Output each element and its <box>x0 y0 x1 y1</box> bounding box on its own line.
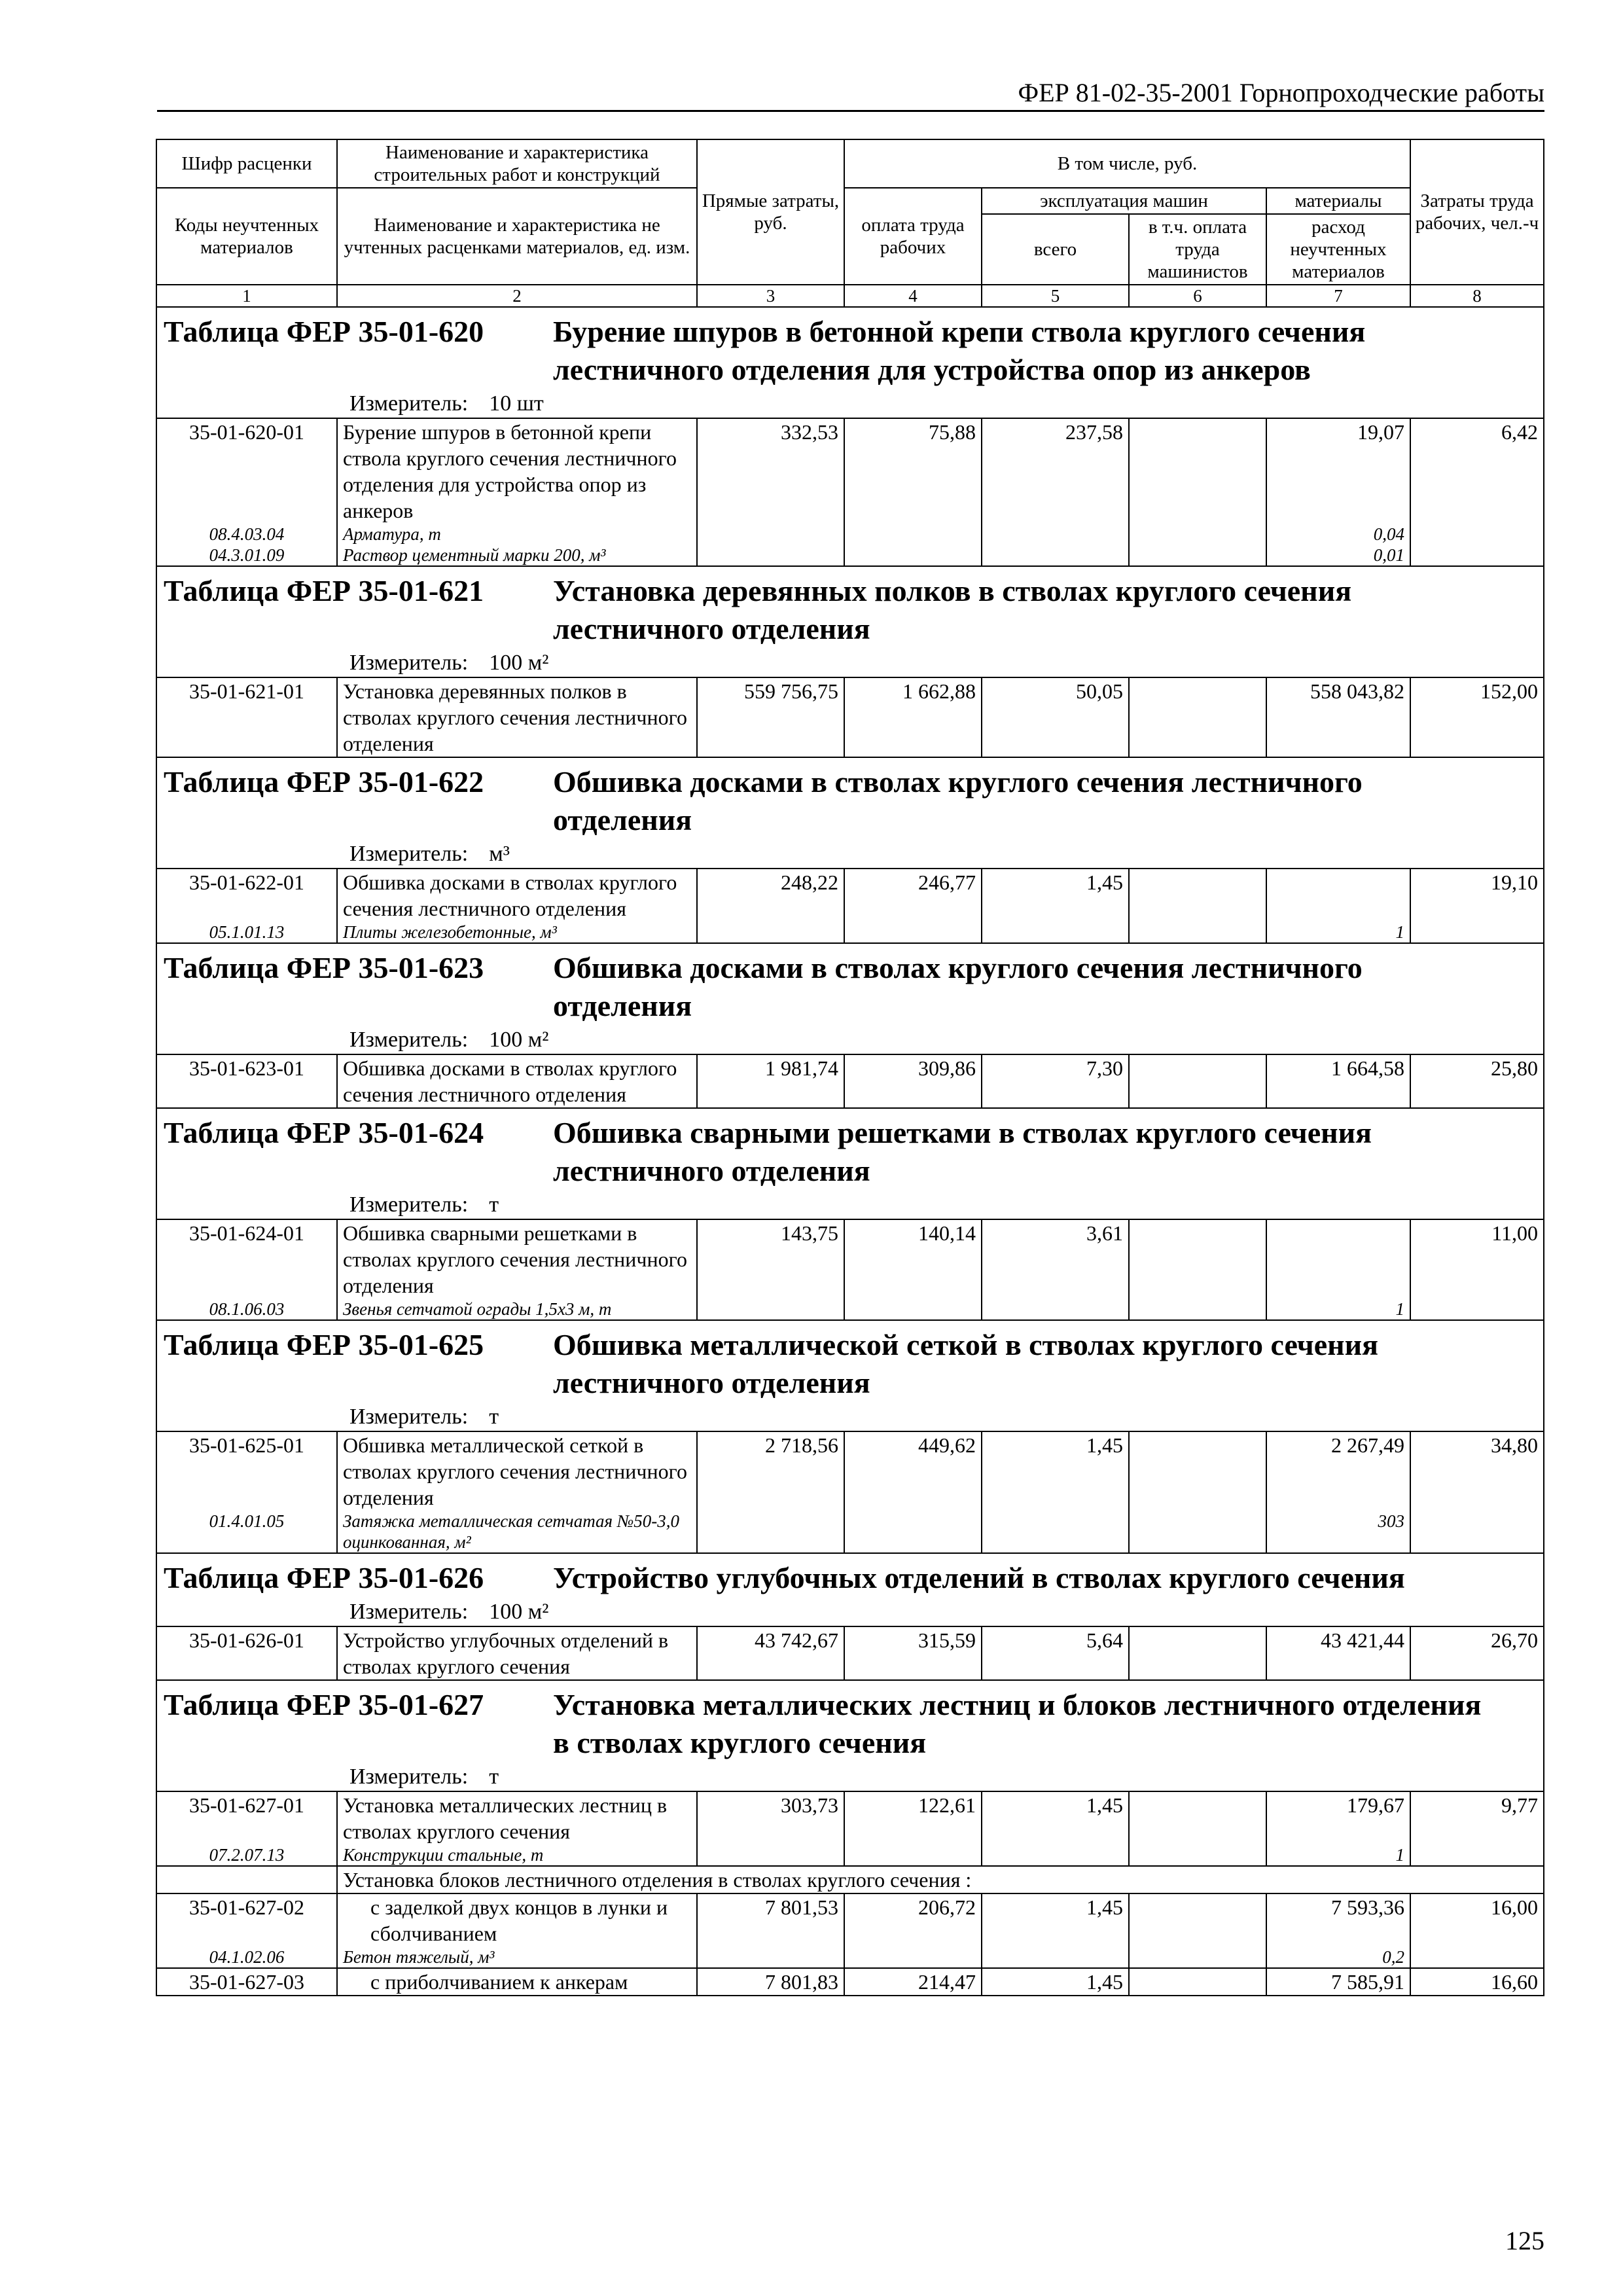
measure <box>156 1191 1544 1219</box>
direct-cost: 7 801,83 <box>697 1968 844 1996</box>
empty-cell <box>697 524 844 545</box>
machine-cost: 1,45 <box>982 1791 1129 1844</box>
section-title <box>156 1108 1544 1191</box>
direct-cost: 559 756,75 <box>697 677 844 757</box>
section-title-row <box>156 757 1544 840</box>
measure-row <box>156 840 1544 869</box>
materials-cost: 7 593,36 <box>1266 1893 1410 1946</box>
rate-code: 35-01-623-01 <box>156 1054 337 1108</box>
measure <box>156 649 1544 677</box>
section-title <box>156 1553 1544 1598</box>
empty-cell <box>982 1299 1129 1320</box>
empty-cell <box>1410 1946 1544 1968</box>
empty-cell <box>1129 524 1266 545</box>
labor-cost: 315,59 <box>844 1626 982 1680</box>
column-number: 2 <box>337 285 697 307</box>
labor-hours: 19,10 <box>1410 869 1544 922</box>
material-qty: 0,04 <box>1266 524 1410 545</box>
empty-cell <box>844 1299 982 1320</box>
measure-value: 10 шт <box>489 391 544 416</box>
material-row <box>156 545 1544 566</box>
labor-cost: 309,86 <box>844 1054 982 1108</box>
header-col8: Затраты труда рабочих, чел.-ч <box>1410 139 1544 285</box>
column-number: 1 <box>156 285 337 307</box>
empty-cell <box>1129 1946 1266 1968</box>
measure-row <box>156 1191 1544 1219</box>
header-col6: в т.ч. оплата труда машинистов <box>1129 214 1266 285</box>
work-name: с приболчиванием к анкерам <box>337 1968 697 1996</box>
materials-cost: 43 421,44 <box>1266 1626 1410 1680</box>
measure-value: м³ <box>489 842 510 866</box>
direct-cost: 2 718,56 <box>697 1431 844 1511</box>
section-name: Обшивка досками в стволах круглого сечения лестничного отделения <box>553 951 1363 1022</box>
column-number: 7 <box>1266 285 1410 307</box>
rate-row <box>156 1431 1544 1511</box>
material-code: 07.2.07.13 <box>156 1844 337 1866</box>
section-name: Установка деревянных полков в стволах круглого сечения лестничного отделения <box>553 574 1352 645</box>
empty-cell <box>1129 1511 1266 1553</box>
work-name: Устройство углубочных отделений в стволах круглого сечения <box>337 1626 697 1680</box>
operator-cost <box>1129 1968 1266 1996</box>
direct-cost: 303,73 <box>697 1791 844 1844</box>
material-qty: 0,01 <box>1266 545 1410 566</box>
section-title-row <box>156 1108 1544 1191</box>
rate-code: 35-01-620-01 <box>156 418 337 524</box>
empty-cell <box>844 1844 982 1866</box>
material-name: Плиты железобетонные, м³ <box>337 922 697 943</box>
measure <box>156 1598 1544 1626</box>
work-name: Обшивка досками в стволах круглого сечения лестничного отделения <box>337 869 697 922</box>
labor-cost: 1 662,88 <box>844 677 982 757</box>
header-materials-label: материалы <box>1266 188 1410 214</box>
empty-cell <box>697 1511 844 1553</box>
header-row-3 <box>156 188 1544 214</box>
rate-code: 35-01-625-01 <box>156 1431 337 1511</box>
direct-cost: 1 981,74 <box>697 1054 844 1108</box>
measure <box>156 1403 1544 1431</box>
section-title <box>156 1320 1544 1403</box>
subheading: Установка блоков лестничного отделения в стволах круглого сечения : <box>337 1866 1544 1893</box>
labor-hours: 6,42 <box>1410 418 1544 524</box>
rate-code: 35-01-622-01 <box>156 869 337 922</box>
machine-cost: 3,61 <box>982 1219 1129 1299</box>
rate-code: 35-01-624-01 <box>156 1219 337 1299</box>
section-title-row <box>156 1680 1544 1763</box>
rate-row <box>156 1791 1544 1844</box>
labor-hours: 34,80 <box>1410 1431 1544 1511</box>
header-col5: всего <box>982 214 1129 285</box>
section-name: Обшивка сварными решетками в стволах круглого сечения лестничного отделения <box>553 1116 1372 1187</box>
measure-value: 100 м² <box>489 1600 549 1624</box>
material-row <box>156 524 1544 545</box>
measure <box>156 840 1544 869</box>
rate-code: 35-01-627-01 <box>156 1791 337 1844</box>
materials-cost: 558 043,82 <box>1266 677 1410 757</box>
section-number: Таблица ФЕР 35-01-626 <box>164 1561 484 1594</box>
section-number: Таблица ФЕР 35-01-625 <box>164 1328 484 1361</box>
materials-cost <box>1266 869 1410 922</box>
column-number: 3 <box>697 285 844 307</box>
section-number: Таблица ФЕР 35-01-620 <box>164 315 484 348</box>
labor-hours: 16,60 <box>1410 1968 1544 1996</box>
labor-cost: 214,47 <box>844 1968 982 1996</box>
empty-cell <box>1129 545 1266 566</box>
direct-cost: 143,75 <box>697 1219 844 1299</box>
empty-cell <box>844 524 982 545</box>
material-qty: 0,2 <box>1266 1946 1410 1968</box>
work-name: с заделкой двух концов в лунки и сболчиванием <box>337 1893 697 1946</box>
section-number: Таблица ФЕР 35-01-621 <box>164 574 484 607</box>
machine-cost: 1,45 <box>982 1968 1129 1996</box>
empty-cell <box>1410 545 1544 566</box>
work-name: Обшивка металлической сеткой в стволах круглого сечения лестничного отделения <box>337 1431 697 1511</box>
material-qty: 1 <box>1266 1299 1410 1320</box>
material-name: Звенья сетчатой ограды 1,5х3 м, т <box>337 1299 697 1320</box>
empty-cell <box>982 1844 1129 1866</box>
measure-label: Измеритель: <box>349 1193 469 1217</box>
header-col1-bottom: Коды неучтенных материалов <box>156 188 337 285</box>
empty-cell <box>982 1946 1129 1968</box>
empty-cell <box>844 1511 982 1553</box>
machine-cost: 1,45 <box>982 1893 1129 1946</box>
section-name: Устройство углубочных отделений в стволах круглого сечения <box>553 1561 1405 1594</box>
machine-cost: 237,58 <box>982 418 1129 524</box>
measure-row <box>156 1403 1544 1431</box>
empty-cell <box>982 922 1129 943</box>
material-row <box>156 1511 1544 1553</box>
rates-table <box>156 139 1544 1996</box>
empty-cell <box>697 545 844 566</box>
material-code: 05.1.01.13 <box>156 922 337 943</box>
operator-cost <box>1129 418 1266 524</box>
section-title-row <box>156 1553 1544 1598</box>
header-col1-top: Шифр расценки <box>156 139 337 188</box>
section-name: Обшивка досками в стволах круглого сечения лестничного отделения <box>553 765 1363 836</box>
section-name: Бурение шпуров в бетонной крепи ствола круглого сечения лестничного отделения для устройства опор из анкеров <box>553 315 1366 386</box>
section-title <box>156 566 1544 649</box>
empty-cell <box>697 922 844 943</box>
materials-cost: 179,67 <box>1266 1791 1410 1844</box>
labor-hours: 26,70 <box>1410 1626 1544 1680</box>
material-code: 01.4.01.05 <box>156 1511 337 1553</box>
empty-cell <box>156 1866 337 1893</box>
labor-hours: 152,00 <box>1410 677 1544 757</box>
material-qty: 1 <box>1266 1844 1410 1866</box>
work-name: Обшивка сварными решетками в стволах круглого сечения лестничного отделения <box>337 1219 697 1299</box>
direct-cost: 332,53 <box>697 418 844 524</box>
rate-code: 35-01-626-01 <box>156 1626 337 1680</box>
materials-cost <box>1266 1219 1410 1299</box>
measure <box>156 1026 1544 1054</box>
measure-label: Измеритель: <box>349 391 469 416</box>
section-title <box>156 943 1544 1026</box>
machine-cost: 1,45 <box>982 869 1129 922</box>
measure-label: Измеритель: <box>349 842 469 866</box>
measure-label: Измеритель: <box>349 1765 469 1789</box>
operator-cost <box>1129 1626 1266 1680</box>
operator-cost <box>1129 677 1266 757</box>
machine-cost: 5,64 <box>982 1626 1129 1680</box>
subheading-row <box>156 1866 1544 1893</box>
rate-row <box>156 1893 1544 1946</box>
section-number: Таблица ФЕР 35-01-622 <box>164 765 484 798</box>
labor-hours: 9,77 <box>1410 1791 1544 1844</box>
empty-cell <box>844 1946 982 1968</box>
rate-code: 35-01-627-02 <box>156 1893 337 1946</box>
material-qty: 1 <box>1266 922 1410 943</box>
section-title-row <box>156 1320 1544 1403</box>
material-row <box>156 922 1544 943</box>
empty-cell <box>1129 1299 1266 1320</box>
work-name: Обшивка досками в стволах круглого сечения лестничного отделения <box>337 1054 697 1108</box>
work-name: Установка металлических лестниц в стволах круглого сечения <box>337 1791 697 1844</box>
rates-table-body <box>156 139 1544 1996</box>
operator-cost <box>1129 1791 1266 1844</box>
section-number: Таблица ФЕР 35-01-624 <box>164 1116 484 1149</box>
empty-cell <box>1410 922 1544 943</box>
rate-row <box>156 1219 1544 1299</box>
empty-cell <box>1410 1299 1544 1320</box>
material-code: 04.3.01.09 <box>156 545 337 566</box>
section-title-row <box>156 943 1544 1026</box>
header-col2-top: Наименование и характеристика строительных работ и конструкций <box>337 139 697 188</box>
material-code: 08.1.06.03 <box>156 1299 337 1320</box>
operator-cost <box>1129 1054 1266 1108</box>
empty-cell <box>1410 524 1544 545</box>
measure-value: т <box>489 1405 499 1429</box>
measure <box>156 390 1544 418</box>
header-group-label: В том числе, руб. <box>844 139 1410 188</box>
measure-row <box>156 649 1544 677</box>
material-name: Раствор цементный марки 200, м³ <box>337 545 697 566</box>
empty-cell <box>1410 1511 1544 1553</box>
labor-cost: 206,72 <box>844 1893 982 1946</box>
header-divider <box>157 110 1544 112</box>
labor-cost: 140,14 <box>844 1219 982 1299</box>
section-title-row <box>156 307 1544 390</box>
measure-row <box>156 390 1544 418</box>
rate-row <box>156 1626 1544 1680</box>
direct-cost: 248,22 <box>697 869 844 922</box>
work-name: Установка деревянных полков в стволах круглого сечения лестничного отделения <box>337 677 697 757</box>
operator-cost <box>1129 1431 1266 1511</box>
material-row <box>156 1946 1544 1968</box>
empty-cell <box>1410 1844 1544 1866</box>
empty-cell <box>697 1844 844 1866</box>
rate-row <box>156 1968 1544 1996</box>
measure-value: 100 м² <box>489 1028 549 1052</box>
operator-cost <box>1129 1893 1266 1946</box>
labor-cost: 246,77 <box>844 869 982 922</box>
rate-code: 35-01-627-03 <box>156 1968 337 1996</box>
material-name: Арматура, т <box>337 524 697 545</box>
measure-label: Измеритель: <box>349 1405 469 1429</box>
empty-cell <box>1129 922 1266 943</box>
section-title <box>156 307 1544 390</box>
direct-cost: 43 742,67 <box>697 1626 844 1680</box>
labor-cost: 449,62 <box>844 1431 982 1511</box>
column-number: 4 <box>844 285 982 307</box>
operator-cost <box>1129 869 1266 922</box>
column-number: 8 <box>1410 285 1544 307</box>
header-col3: Прямые затраты, руб. <box>697 139 844 285</box>
materials-cost: 1 664,58 <box>1266 1054 1410 1108</box>
section-number: Таблица ФЕР 35-01-623 <box>164 951 484 984</box>
material-row <box>156 1299 1544 1320</box>
machine-cost: 50,05 <box>982 677 1129 757</box>
page-number: 125 <box>1505 2226 1544 2255</box>
material-name: Конструкции стальные, т <box>337 1844 697 1866</box>
header-col2-bottom: Наименование и характеристика не учтенных расценками материалов, ед. изм. <box>337 188 697 285</box>
empty-cell <box>982 524 1129 545</box>
materials-cost: 19,07 <box>1266 418 1410 524</box>
rate-row <box>156 869 1544 922</box>
labor-hours: 25,80 <box>1410 1054 1544 1108</box>
section-number: Таблица ФЕР 35-01-627 <box>164 1688 484 1721</box>
measure-label: Измеритель: <box>349 1028 469 1052</box>
labor-hours: 16,00 <box>1410 1893 1544 1946</box>
rate-row <box>156 1054 1544 1108</box>
empty-cell <box>697 1299 844 1320</box>
section-name: Установка металлических лестниц и блоков лестничного отделения в стволах круглого сечения <box>553 1688 1482 1759</box>
materials-cost: 7 585,91 <box>1266 1968 1410 1996</box>
section-title <box>156 757 1544 840</box>
measure-row <box>156 1763 1544 1791</box>
machine-cost: 7,30 <box>982 1054 1129 1108</box>
labor-cost: 122,61 <box>844 1791 982 1844</box>
measure-label: Измеритель: <box>349 1600 469 1624</box>
rate-row <box>156 677 1544 757</box>
header-col7: расход неучтенных материалов <box>1266 214 1410 285</box>
measure-label: Измеритель: <box>349 651 469 675</box>
section-title-row <box>156 566 1544 649</box>
material-code: 04.1.02.06 <box>156 1946 337 1968</box>
empty-cell <box>1129 1844 1266 1866</box>
header-col4: оплата труда рабочих <box>844 188 982 285</box>
material-qty: 303 <box>1266 1511 1410 1553</box>
section-title <box>156 1680 1544 1763</box>
material-name: Бетон тяжелый, м³ <box>337 1946 697 1968</box>
measure-value: т <box>489 1765 499 1789</box>
empty-cell <box>844 545 982 566</box>
empty-cell <box>982 1511 1129 1553</box>
measure <box>156 1763 1544 1791</box>
machine-cost: 1,45 <box>982 1431 1129 1511</box>
labor-cost: 75,88 <box>844 418 982 524</box>
measure-row <box>156 1026 1544 1054</box>
labor-hours: 11,00 <box>1410 1219 1544 1299</box>
page-header-title: ФЕР 81-02-35-2001 Горнопроходческие работы <box>1018 78 1544 107</box>
measure-value: 100 м² <box>489 651 549 675</box>
material-code: 08.4.03.04 <box>156 524 337 545</box>
empty-cell <box>982 545 1129 566</box>
rate-code: 35-01-621-01 <box>156 677 337 757</box>
operator-cost <box>1129 1219 1266 1299</box>
section-name: Обшивка металлической сеткой в стволах круглого сечения лестничного отделения <box>553 1328 1379 1399</box>
column-number-row <box>156 285 1544 307</box>
material-name: Затяжка металлическая сетчатая №50-3,0 оцинкованная, м² <box>337 1511 697 1553</box>
material-row <box>156 1844 1544 1866</box>
header-machines-label: эксплуатация машин <box>982 188 1266 214</box>
rate-row <box>156 418 1544 524</box>
empty-cell <box>844 922 982 943</box>
measure-row <box>156 1598 1544 1626</box>
column-number: 5 <box>982 285 1129 307</box>
direct-cost: 7 801,53 <box>697 1893 844 1946</box>
measure-value: т <box>489 1193 499 1217</box>
empty-cell <box>697 1946 844 1968</box>
work-name: Бурение шпуров в бетонной крепи ствола круглого сечения лестничного отделения для устройства опор из анкеров <box>337 418 697 524</box>
materials-cost: 2 267,49 <box>1266 1431 1410 1511</box>
column-number: 6 <box>1129 285 1266 307</box>
